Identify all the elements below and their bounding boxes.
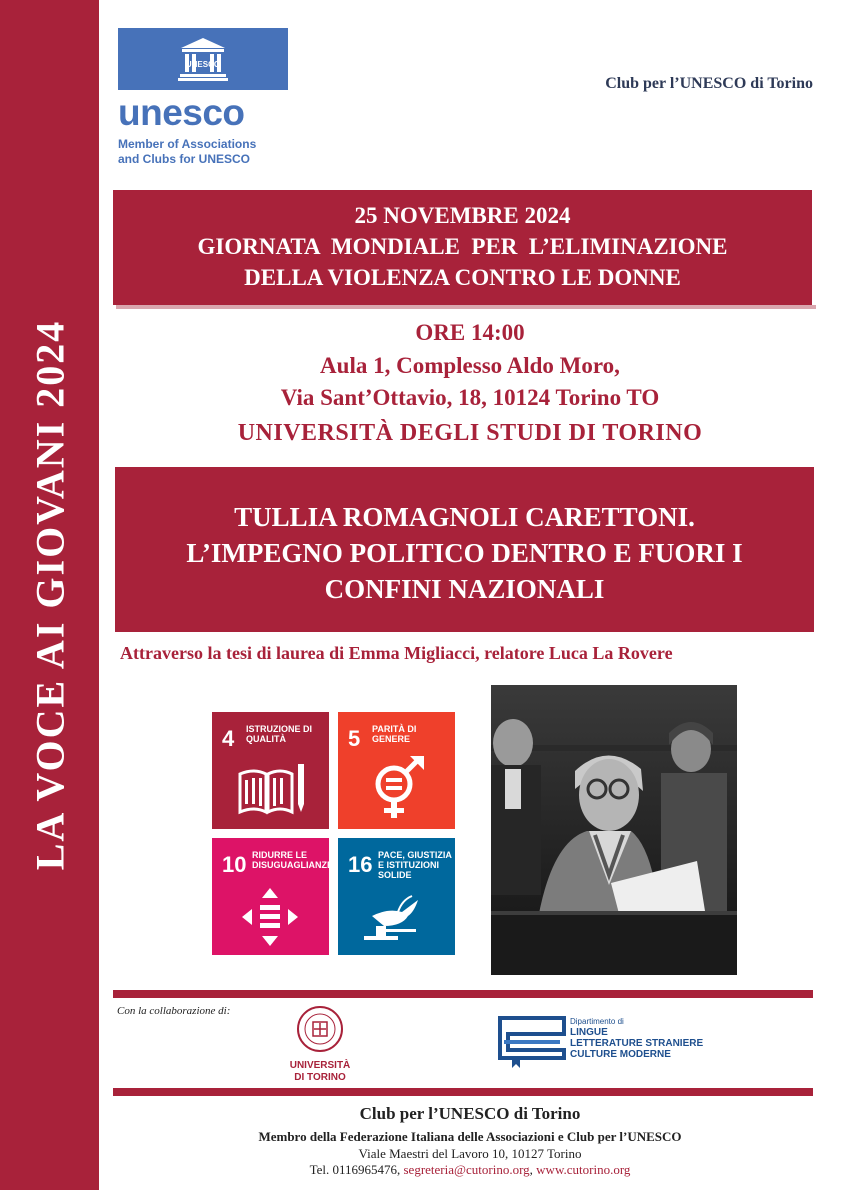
unito-seal-icon xyxy=(296,1005,344,1053)
banner-event-line1: GIORNATA MONDIALE PER L’ELIMINAZIONE xyxy=(197,234,728,259)
talk-title-line3: CONFINI NAZIONALI xyxy=(324,574,605,604)
sidebar-title: LA VOCE AI GIOVANI 2024 xyxy=(27,319,73,871)
event-place-line1: Aula 1, Complesso Aldo Moro, xyxy=(320,353,620,378)
archival-photo xyxy=(491,685,737,975)
sdg-16-tile xyxy=(338,838,455,955)
sdg-label: ISTRUZIONE DI QUALITÀ xyxy=(246,724,313,744)
talk-subtitle: Attraverso la tesi di laurea di Emma Migliacci, relatore Luca La Rovere xyxy=(120,643,673,663)
sdg-number: 4 xyxy=(222,726,235,751)
department-logo xyxy=(498,1014,718,1070)
gender-equality-icon xyxy=(358,756,435,822)
unesco-member-text xyxy=(118,137,288,167)
footer-email-link[interactable]: segreteria@cutorino.org xyxy=(403,1162,530,1177)
footer-club-name: Club per l’UNESCO di Torino xyxy=(359,1104,581,1123)
collaboration-label: Con la collaborazione di: xyxy=(117,1005,231,1017)
divider-bottom xyxy=(113,1088,813,1096)
footer-membership: Membro della Federazione Italiana delle Associazioni e Club per l’UNESCO xyxy=(258,1129,682,1144)
unito-line1: UNIVERSITÀ xyxy=(289,1060,351,1071)
talk-title-line2: L’IMPEGNO POLITICO DENTRO E FUORI I xyxy=(186,538,743,568)
footer-address: Viale Maestri del Lavoro 10, 10127 Torino xyxy=(358,1146,582,1161)
unesco-member-line1: Member of Associations xyxy=(118,137,257,151)
reduced-inequalities-icon xyxy=(232,882,309,948)
unito-line2: DI TORINO xyxy=(294,1072,346,1083)
footer-separator: , xyxy=(529,1162,537,1177)
unesco-logo xyxy=(118,28,288,167)
department-line2: LETTERATURE STRANIERE xyxy=(570,1038,704,1049)
sdg-5-tile xyxy=(338,712,455,829)
talk-title-banner xyxy=(115,467,814,632)
divider-top xyxy=(113,990,813,998)
unesco-emblem xyxy=(118,28,288,90)
unesco-member-line2: and Clubs for UNESCO xyxy=(118,152,251,166)
dove-gavel-icon xyxy=(358,882,435,948)
event-place-line2: Via Sant’Ottavio, 18, 10124 Torino TO xyxy=(280,385,660,410)
sdg-number: 10 xyxy=(222,852,247,877)
department-prefix: Dipartimento di xyxy=(570,1017,624,1026)
footer-contacts xyxy=(99,1162,841,1178)
sdg-number: 16 xyxy=(348,852,373,877)
sdg-label: PACE, GIUSTIZIA E ISTITUZIONI SOLIDE xyxy=(378,850,452,880)
talk-title-line1: TULLIA ROMAGNOLI CARETTONI. xyxy=(234,502,695,532)
department-emblem-icon xyxy=(498,1014,566,1070)
department-name xyxy=(570,1027,703,1060)
speaker-photo-image xyxy=(491,685,737,975)
unito-logo xyxy=(287,1005,353,1084)
footer-phone: Tel. 0116965476, xyxy=(309,1162,404,1177)
sdg-number: 5 xyxy=(348,726,361,751)
event-place xyxy=(99,350,841,414)
sidebar-band xyxy=(0,0,99,1190)
banner-event-line2: DELLA VIOLENZA CONTRO LE DONNE xyxy=(244,265,681,290)
footer-website-link[interactable]: www.cutorino.org xyxy=(536,1162,631,1177)
date-banner xyxy=(113,190,812,305)
department-line3: CULTURE MODERNE xyxy=(570,1049,671,1060)
event-university: UNIVERSITÀ DEGLI STUDI DI TORINO xyxy=(237,420,703,446)
unesco-emblem-text: UNESCO xyxy=(185,60,221,69)
sdg-4-tile xyxy=(212,712,329,829)
sdg-label: RIDURRE LE DISUGUAGLIANZE xyxy=(252,850,333,870)
department-line1: LINGUE xyxy=(570,1027,608,1038)
club-name-header: Club per l’UNESCO di Torino xyxy=(605,75,813,92)
event-time: ORE 14:00 xyxy=(415,320,525,345)
temple-icon xyxy=(178,36,228,82)
unesco-wordmark: unesco xyxy=(118,92,245,133)
book-pencil-icon xyxy=(232,756,309,822)
sdg-label: PARITÀ DI GENERE xyxy=(372,724,417,744)
sdg-10-tile xyxy=(212,838,333,955)
banner-date: 25 NOVEMBRE 2024 xyxy=(354,203,571,228)
unito-name xyxy=(287,1060,353,1084)
